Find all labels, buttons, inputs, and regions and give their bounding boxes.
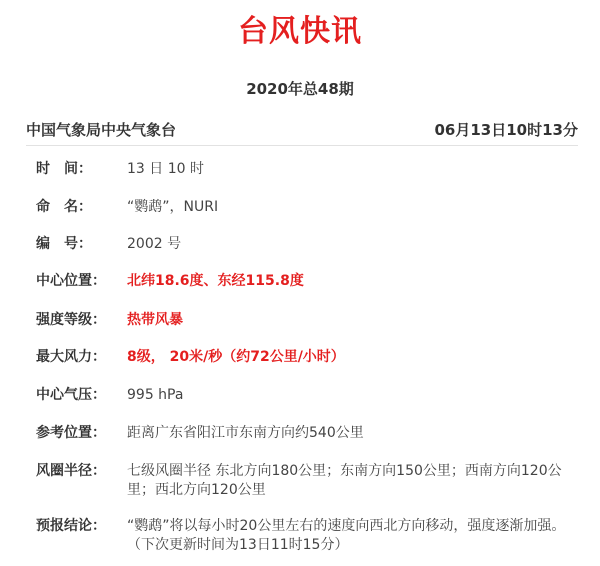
field-value: 热带风暴 [127, 312, 183, 328]
issue-number: 2020年总48期 [246, 80, 354, 98]
field-label: 时 间： [36, 161, 92, 177]
field-label: 风圈半径： [36, 463, 106, 479]
field-label: 强度等级： [36, 312, 106, 328]
next-update-note: （下次更新时间为13日11时15分） [127, 537, 349, 553]
field-value: 2002 号 [127, 236, 182, 252]
field-value: “鹦鹉”，NURI [127, 199, 219, 215]
field-value: 8级， 20米/秒（约72公里/小时） [127, 349, 345, 365]
field-label: 中心位置： [36, 273, 106, 289]
agency-name: 中国气象局中央气象台 [26, 121, 177, 139]
field-value: 七级风圈半径 东北方向180公里；东南方向150公里；西南方向120公里；西北方向120公里 [127, 463, 562, 498]
field-value: 北纬18.6度、东经115.8度 [127, 273, 304, 289]
field-label: 中心气压： [36, 387, 106, 403]
bulletin-title: 台风快讯 [238, 14, 362, 49]
field-label: 预报结论： [36, 518, 106, 534]
field-value: 995 hPa [127, 387, 184, 403]
field-label: 命 名： [36, 199, 92, 215]
field-value: 距离广东省阳江市东南方向约540公里 [127, 425, 364, 441]
field-value: 13 日 10 时 [127, 161, 204, 177]
header-divider [26, 145, 578, 146]
field-label: 编 号： [36, 236, 92, 252]
issue-time: 06月13日10时13分 [434, 121, 578, 139]
agency-row [26, 118, 578, 142]
field-label: 最大风力： [36, 349, 106, 365]
forecast-text: “鹦鹉”将以每小时20公里左右的速度向西北方向移动，强度逐渐加强。 [127, 518, 566, 534]
field-value [127, 517, 567, 555]
field-label: 参考位置： [36, 425, 106, 441]
